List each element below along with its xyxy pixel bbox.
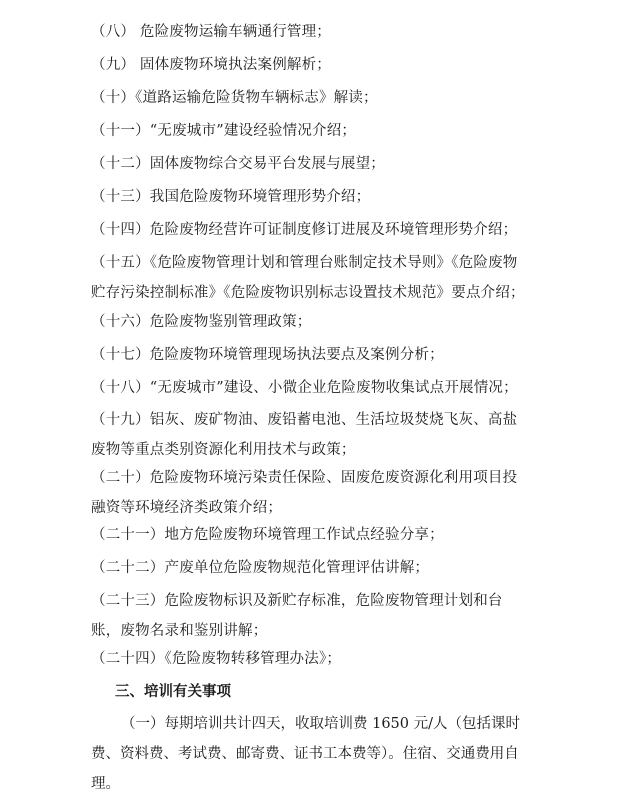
list-item-8: （八） 危险废物运输车辆通行管理；: [91, 24, 332, 40]
section-heading: 三、培训有关事项: [115, 684, 231, 700]
list-item-18: （十八）“无废城市”建设、小微企业危险废物收集试点开展情况；: [91, 380, 518, 396]
list-item-24: （二十四）《危险废物转移管理办法》；: [91, 651, 342, 667]
list-item-22: （二十二）产废单位危险废物规范化管理评估讲解；: [91, 560, 430, 576]
list-item-11: （十一）“无废城市”建设经验情况介绍；: [91, 123, 357, 139]
list-item-12: （十二）固体废物综合交易平台发展与展望；: [91, 156, 385, 172]
list-item-19: （十九）铝灰、废矿物油、废铅蓄电池、生活垃圾焚烧飞灰、高盐废物等重点类别资源化利用技术与政策；: [91, 412, 518, 458]
list-item-10: （十）《道路运输危险货物车辆标志》解读；: [91, 90, 378, 106]
list-item-13: （十三）我国危险废物环境管理形势介绍；: [91, 189, 371, 205]
body-paragraph: （一）每期培训共计四天，收取培训费 1650 元/人（包括课时费、资料费、考试费、邮寄费、证书工本费等）。住宿、交通费用自理。: [91, 716, 521, 792]
list-item-16: （十六）危险废物鉴别管理政策；: [91, 314, 312, 330]
list-item-14: （十四）危险废物经营许可证制度修订进展及环境管理形势介绍；: [91, 222, 518, 238]
list-item-20: （二十）危险废物环境污染责任保险、固废危废资源化利用项目投融资等环境经济类政策介绍；: [91, 470, 518, 516]
list-item-23: （二十三）危险废物标识及新贮存标准，危险废物管理计划和台账，废物名录和鉴别讲解；: [91, 593, 503, 639]
list-item-9: （九） 固体废物环境执法案例解析；: [91, 57, 332, 73]
list-item-15: （十五）《危险废物管理计划和管理台账制定技术导则》《危险废物贮存污染控制标准》《危险废物识别标志设置技术规范》要点介绍；: [91, 255, 525, 301]
list-item-21: （二十一）地方危险废物环境管理工作试点经验分享；: [91, 527, 444, 543]
list-item-17: （十七）危险废物环境管理现场执法要点及案例分析；: [91, 347, 444, 363]
